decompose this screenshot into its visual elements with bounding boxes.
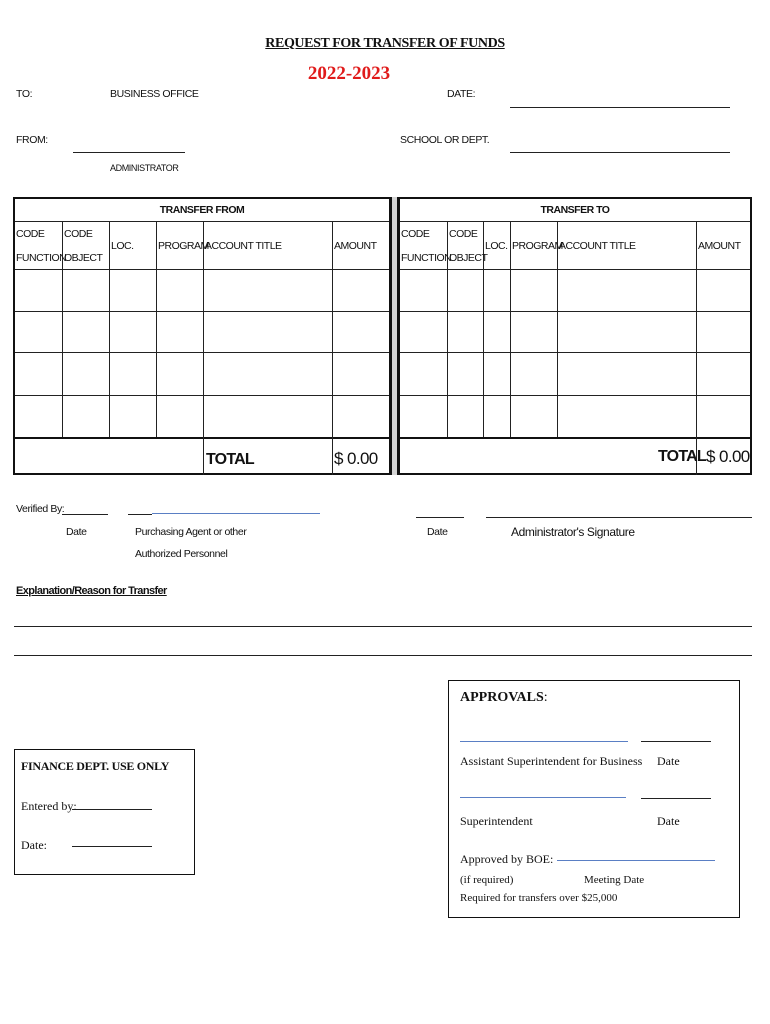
if-required-caption: (if required) bbox=[460, 874, 514, 886]
superintendent-caption: Superintendent bbox=[460, 814, 533, 828]
asst-super-signature-field[interactable] bbox=[460, 741, 628, 742]
admin-signature-caption: Administrator's Signature bbox=[511, 525, 635, 539]
from-code-function-2: FUNCTION bbox=[16, 252, 67, 264]
date-caption-2: Date bbox=[427, 526, 448, 538]
from-program-header: PROGRAM bbox=[158, 240, 209, 252]
from-loc-header: LOC. bbox=[111, 240, 134, 252]
to-total-value: $ 0.00 bbox=[706, 447, 750, 466]
transfer-from-table bbox=[13, 197, 391, 475]
transfer-from-title: TRANSFER FROM bbox=[159, 204, 245, 216]
admin-signature-field[interactable] bbox=[486, 517, 752, 518]
meeting-date-caption: Meeting Date bbox=[584, 874, 645, 886]
from-code-function-1: CODE bbox=[16, 228, 45, 240]
date-field[interactable] bbox=[510, 107, 730, 108]
purchasing-caption-2: Authorized Personnel bbox=[135, 548, 228, 560]
explanation-line-2[interactable] bbox=[14, 655, 752, 656]
asst-super-caption: Assistant Superintendent for Business bbox=[460, 754, 643, 768]
to-loc-header: LOC. bbox=[485, 240, 508, 252]
from-code-object-2: OBJECT bbox=[64, 252, 103, 264]
approvals-colon: : bbox=[543, 690, 548, 705]
finance-title: FINANCE DEPT. USE ONLY bbox=[21, 759, 170, 773]
to-amount-header: AMOUNT bbox=[698, 240, 741, 252]
form-title: REQUEST FOR TRANSFER OF FUNDS bbox=[265, 36, 505, 51]
approvals-title-wrap bbox=[460, 690, 548, 706]
to-account-title-header: ACCOUNT TITLE bbox=[559, 240, 636, 252]
purchasing-signature-field[interactable] bbox=[152, 513, 320, 514]
asst-super-date-field[interactable] bbox=[641, 741, 711, 742]
to-label: TO: bbox=[16, 88, 33, 100]
entered-by-field[interactable] bbox=[72, 809, 152, 810]
transfer-to-title: TRANSFER TO bbox=[540, 204, 610, 216]
finance-date-label: Date: bbox=[21, 838, 47, 852]
from-total-label: TOTAL bbox=[206, 451, 254, 468]
from-account-title-header: ACCOUNT TITLE bbox=[205, 240, 282, 252]
transfer-to-table bbox=[398, 197, 752, 475]
verified-by-label: Verified By: bbox=[16, 503, 65, 515]
finance-date-field[interactable] bbox=[72, 846, 152, 847]
from-label: FROM: bbox=[16, 134, 48, 146]
explanation-label: Explanation/Reason for Transfer bbox=[16, 585, 167, 597]
from-code-object-1: CODE bbox=[64, 228, 93, 240]
from-field[interactable] bbox=[73, 152, 185, 153]
from-total-value: $ 0.00 bbox=[334, 449, 378, 468]
from-caption: ADMINISTRATOR bbox=[110, 163, 179, 173]
to-code-object-2: OBJECT bbox=[449, 252, 488, 264]
date-label: DATE: bbox=[447, 88, 476, 100]
school-field[interactable] bbox=[510, 152, 730, 153]
approvals-box bbox=[448, 680, 740, 918]
school-label: SCHOOL OR DEPT. bbox=[400, 134, 490, 146]
approvals-title: APPROVALS bbox=[460, 690, 544, 705]
to-total-label: TOTAL bbox=[658, 448, 706, 465]
verified-by-date-field[interactable] bbox=[62, 514, 108, 515]
superintendent-date-caption: Date bbox=[657, 814, 680, 828]
table-separator bbox=[391, 197, 398, 475]
to-program-header: PROGRAM bbox=[512, 240, 563, 252]
to-code-function-1: CODE bbox=[401, 228, 430, 240]
purchasing-short-line bbox=[128, 514, 152, 515]
superintendent-date-field[interactable] bbox=[641, 798, 711, 799]
from-amount-header: AMOUNT bbox=[334, 240, 377, 252]
approved-boe-label: Approved by BOE: bbox=[460, 852, 554, 866]
required-note: Required for transfers over $25,000 bbox=[460, 892, 618, 904]
asst-super-date-caption: Date bbox=[657, 754, 680, 768]
to-code-object-1: CODE bbox=[449, 228, 478, 240]
explanation-line-1[interactable] bbox=[14, 626, 752, 627]
entered-by-label: Entered by: bbox=[21, 799, 77, 813]
fiscal-year: 2022-2023 bbox=[307, 63, 391, 84]
purchasing-caption-1: Purchasing Agent or other bbox=[135, 526, 247, 538]
admin-date-field[interactable] bbox=[416, 517, 464, 518]
boe-meeting-date-field[interactable] bbox=[557, 860, 715, 861]
date-caption-1: Date bbox=[66, 526, 87, 538]
superintendent-signature-field[interactable] bbox=[460, 797, 626, 798]
to-code-function-2: FUNCTION bbox=[401, 252, 452, 264]
finance-dept-box bbox=[14, 749, 195, 875]
to-value: BUSINESS OFFICE bbox=[110, 88, 199, 100]
